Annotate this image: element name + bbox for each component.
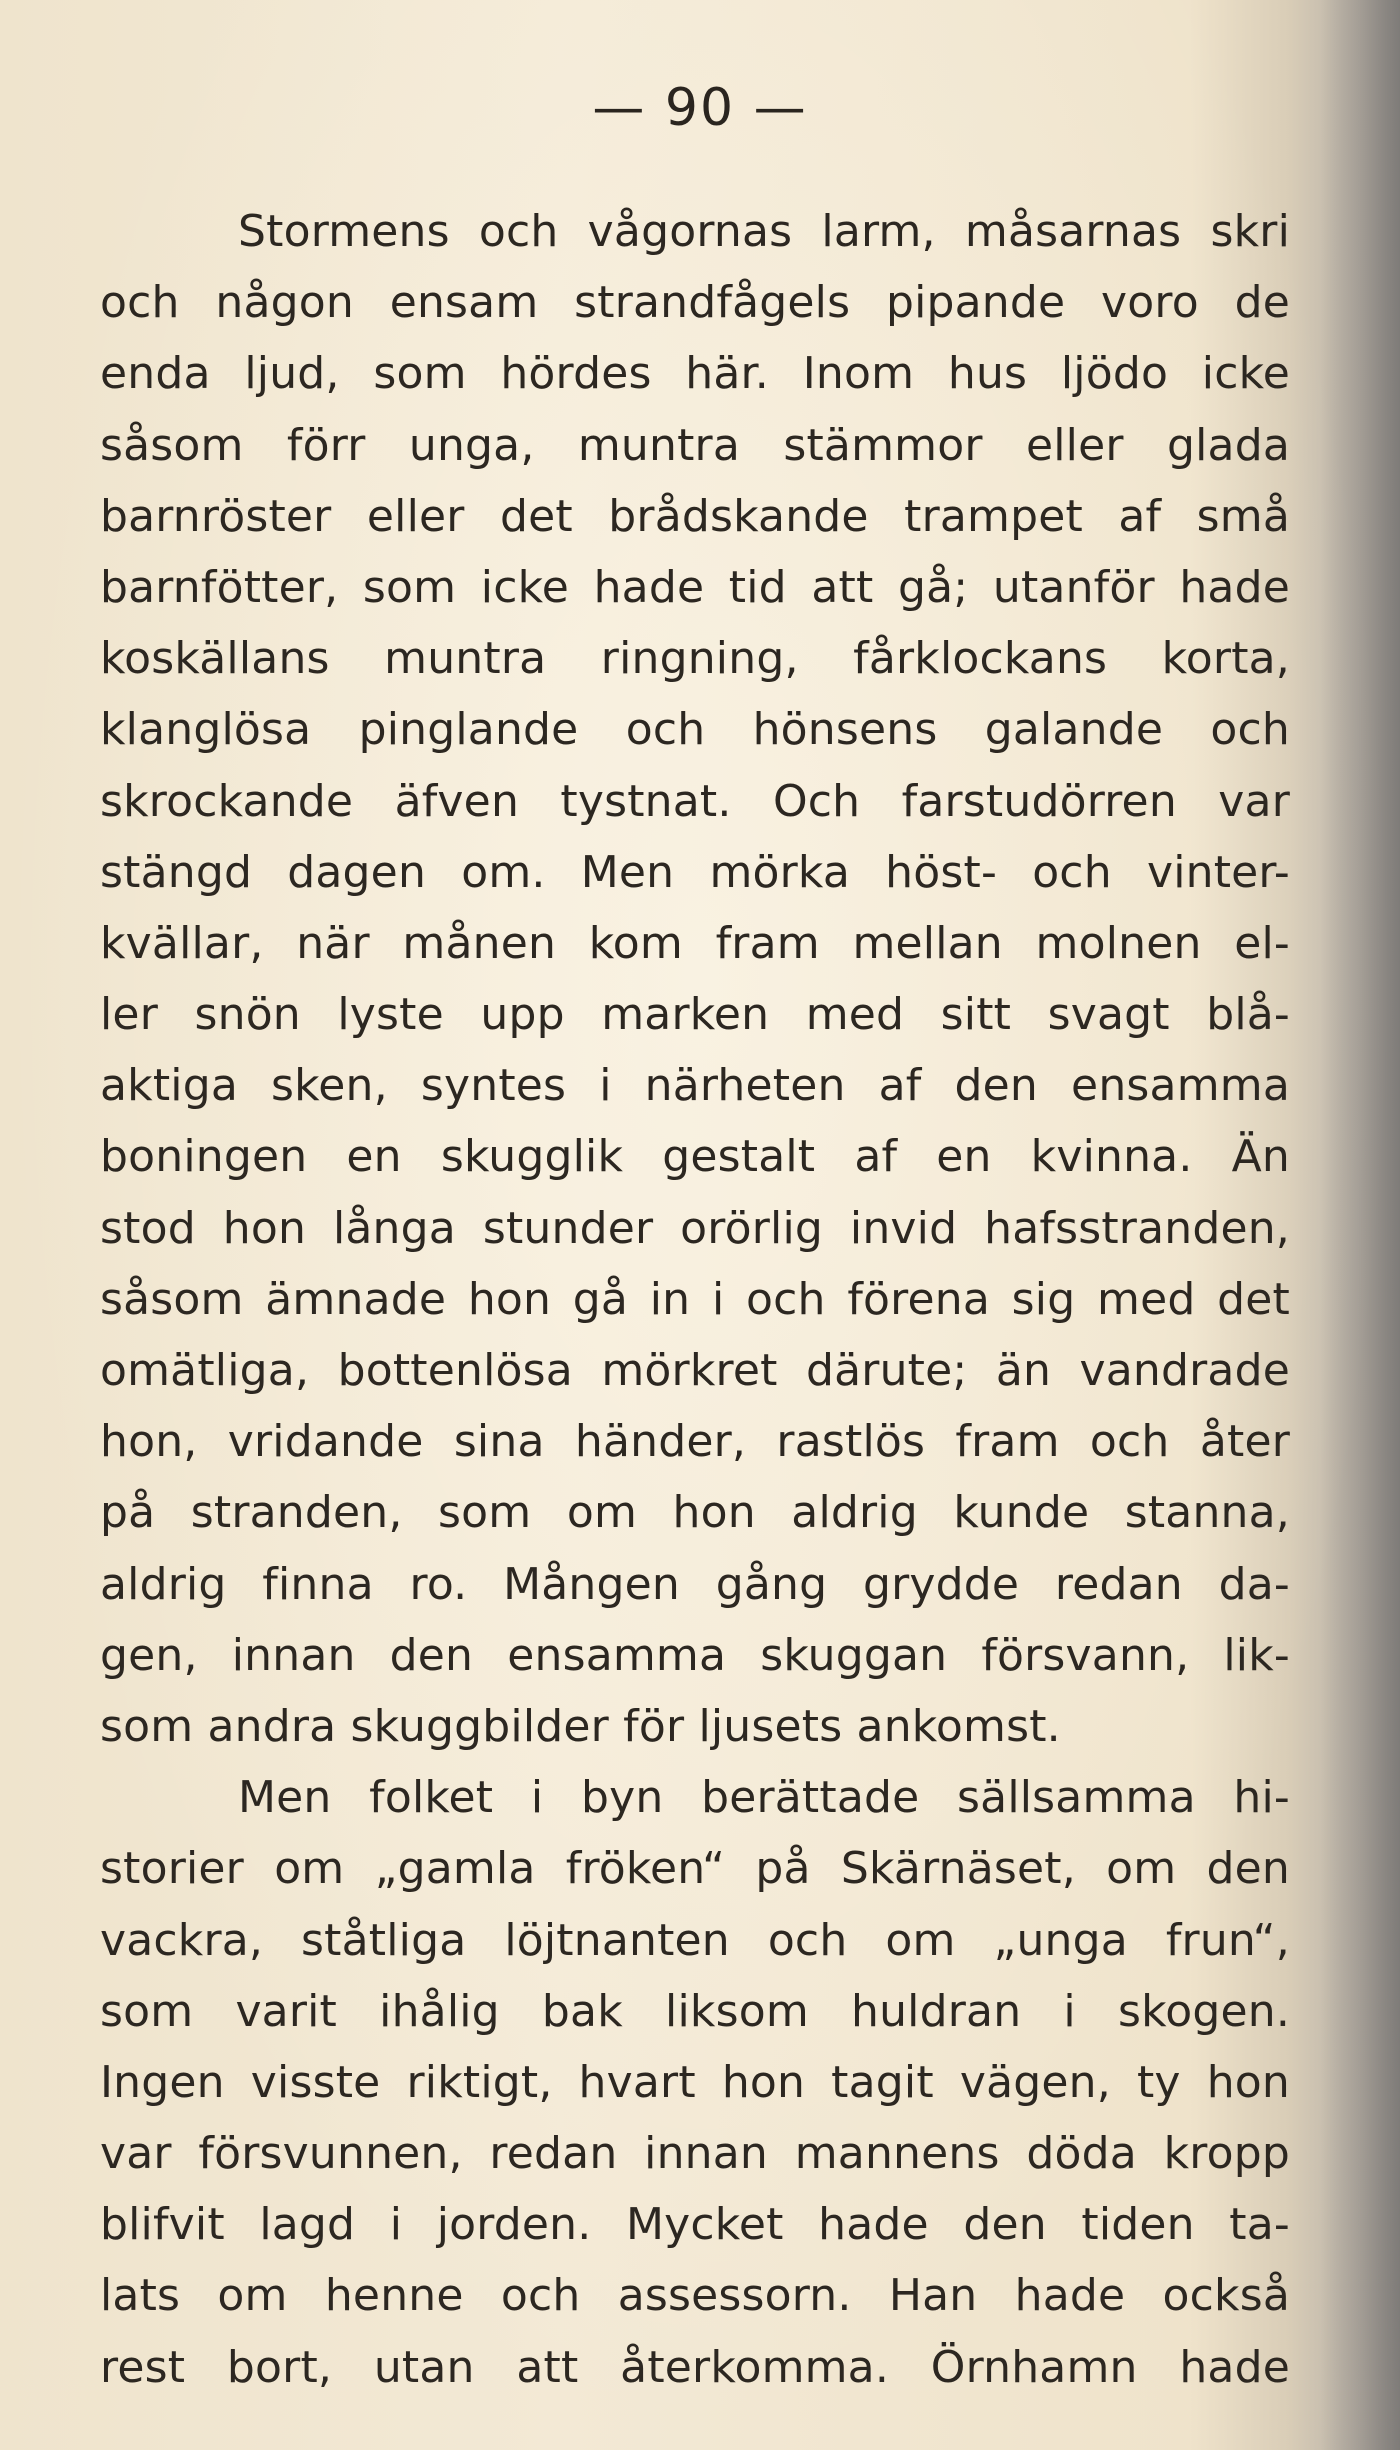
text-line: gen, innan den ensamma skuggan försvann, lik- <box>100 1629 1290 1681</box>
page-number: — 90 — <box>592 78 808 138</box>
text-line: boningen en skugglik gestalt af en kvinna. Än <box>100 1131 1290 1183</box>
text-line: blifvit lagd i jorden. Mycket hade den tiden ta- <box>100 2199 1290 2251</box>
text-line: stod hon långa stunder orörlig invid hafsstranden, <box>100 1202 1290 1254</box>
text-line: kvällar, när månen kom fram mellan molnen el- <box>100 917 1290 969</box>
text-line: stängd dagen om. Men mörka höst- och vinter- <box>100 846 1290 898</box>
text-line: på stranden, som om hon aldrig kunde stanna, <box>100 1487 1290 1539</box>
body-text <box>100 196 1290 2403</box>
text-line: koskällans muntra ringning, fårklockans korta, <box>100 633 1290 685</box>
text-line: som varit ihålig bak liksom huldran i skogen. <box>100 1985 1290 2037</box>
text-line: vackra, ståtliga löjtnanten och om „unga frun“, <box>100 1914 1290 1966</box>
text-line: barnröster eller det brådskande trampet af små <box>100 490 1290 542</box>
text-line: aktiga sken, syntes i närheten af den ensamma <box>100 1060 1290 1112</box>
text-line: var försvunnen, redan innan mannens döda kropp <box>100 2128 1290 2180</box>
page-edge-shadow <box>1320 0 1400 2450</box>
text-line: och någon ensam strandfågels pipande voro de <box>100 277 1290 329</box>
text-line: Ingen visste riktigt, hvart hon tagit vägen, ty hon <box>100 2056 1290 2108</box>
text-line: skrockande äfven tystnat. Och farstudörren var <box>100 775 1290 827</box>
text-line: rest bort, utan att återkomma. Örnhamn hade <box>100 2341 1290 2393</box>
text-line: hon, vridande sina händer, rastlös fram och åter <box>100 1416 1290 1468</box>
text-line: lats om henne och assessorn. Han hade också <box>100 2270 1290 2322</box>
text-line: klanglösa pinglande och hönsens galande och <box>100 704 1290 756</box>
text-line: storier om „gamla fröken“ på Skärnäset, om den <box>100 1843 1290 1895</box>
text-line: omätliga, bottenlösa mörkret därute; än vandrade <box>100 1345 1290 1396</box>
text-line: Men folket i byn berättade sällsamma hi- <box>238 1772 1290 1824</box>
text-line: barnfötter, som icke hade tid att gå; utanför hade <box>100 561 1290 613</box>
text-line: såsom förr unga, muntra stämmor eller glada <box>100 419 1290 471</box>
text-line: aldrig finna ro. Mången gång grydde redan da- <box>100 1558 1290 1610</box>
text-line: som andra skuggbilder för ljusets ankomst. <box>100 1700 1061 1752</box>
text-line: ler snön lyste upp marken med sitt svagt blå- <box>100 989 1290 1041</box>
text-line: enda ljud, som hördes här. Inom hus ljödo icke <box>100 348 1290 400</box>
text-line: Stormens och vågornas larm, måsarnas skri <box>238 206 1290 257</box>
text-line: såsom ämnade hon gå in i och förena sig med det <box>100 1273 1290 1325</box>
